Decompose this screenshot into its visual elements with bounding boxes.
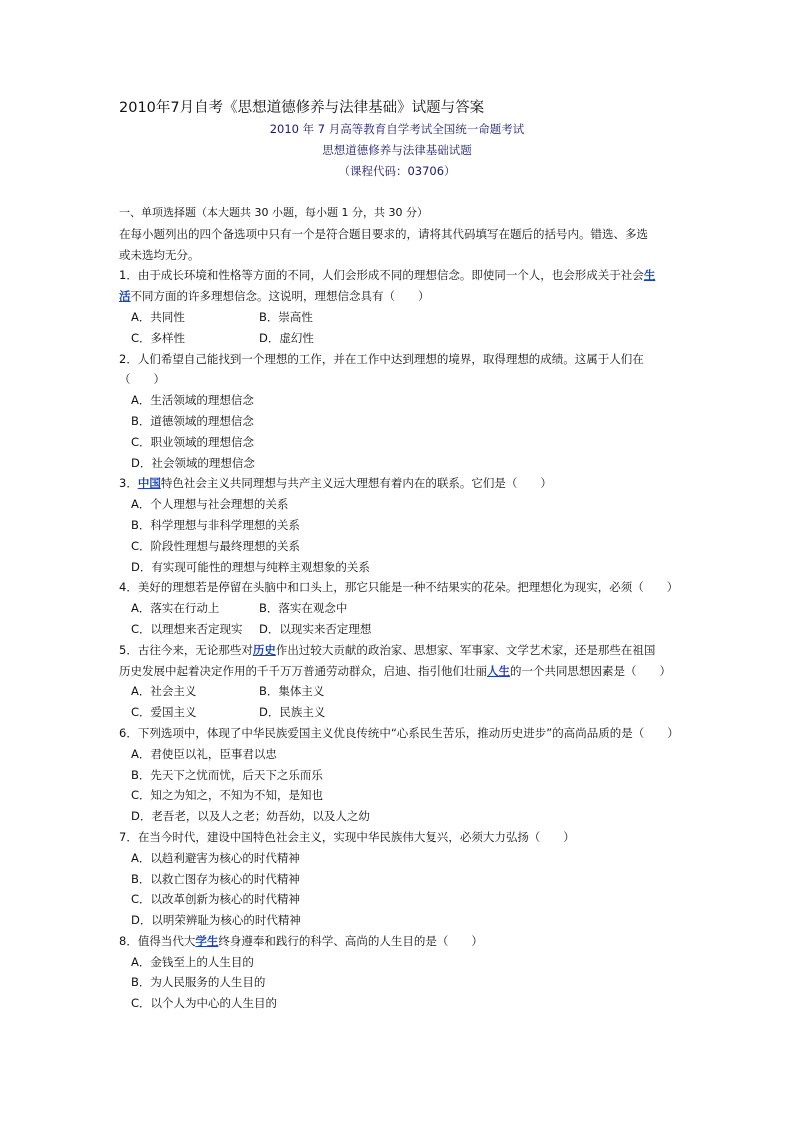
option-c: C．以理想来否定现实 [131,621,243,636]
question-text: 历史发展中起着决定作用的千千万万普通劳动群众，启迪、指引他们壮丽 [119,663,487,678]
option-row [119,619,679,640]
paper-name: 思想道德修养与法律基础试题 [322,143,472,157]
question-text: 特色社会主义共同理想与共产主义远大理想有着内在的联系。它们是（ ） [160,476,552,491]
option-d: D．社会领域的理想信念 [131,455,255,470]
option-c: C．知之为知之，不知为不知，是知也 [131,788,324,803]
option-b: B．落实在观念中 [259,601,348,616]
question-7: 7．在当今时代，建设中国特色社会主义，实现中华民族伟大复兴，必须大力弘扬（ ） [119,829,575,844]
option-d: D．民族主义 [259,705,326,720]
option-d: D．以现实来否定理想 [259,621,372,636]
option-row [119,307,679,328]
option-a: A．生活领域的理想信念 [131,393,254,408]
instruction-line: 或未选均无分。 [119,247,200,262]
option-row [119,598,679,619]
option-c: C．阶段性理想与最终理想的关系 [131,538,301,553]
question-6: 6．下列选项中，体现了中华民族爱国主义优良传统中“心系民生苦乐，推动历史进步”的高尚品质的是（ ） [119,725,679,740]
link-student[interactable]: 学生 [195,933,219,948]
question-text: 终身遵奉和践行的科学、高尚的人生目的是（ ） [218,933,483,948]
course-code: （课程代码：03706） [338,164,456,178]
link-history[interactable]: 历史 [252,642,276,657]
option-a: A．个人理想与社会理想的关系 [131,497,289,512]
question-text: 作出过较大贡献的政治家、思想家、军事家、文学艺术家，还是那些在祖国 [275,642,656,657]
question-2-cont: （ ） [119,372,165,387]
link-life[interactable]: 人生 [487,663,510,678]
question-text: 不同方面的许多理想信念。这说明，理想信念具有（ ） [130,289,430,304]
question-1 [119,265,679,286]
option-a: A．君使臣以礼，臣事君以忠 [131,746,277,761]
question-number: 3． [119,476,138,491]
option-d: D．有实现可能性的理想与纯粹主观想象的关系 [131,559,370,574]
exam-name: 2010 年 7 月高等教育自学考试全国统一命题考试 [269,122,525,136]
link-life[interactable]: 活 [119,289,131,304]
option-a: A．金钱至上的人生目的 [131,954,254,969]
option-b: B．科学理想与非科学理想的关系 [131,517,300,532]
question-body [119,203,679,1014]
option-row [119,681,679,702]
option-c: C．以个人为中心的人生目的 [131,996,278,1011]
option-b: B．为人民服务的人生目的 [131,975,266,990]
option-c: C．多样性 [131,330,186,345]
question-text: 8．值得当代大 [119,933,196,948]
option-row [119,328,679,349]
question-4: 4．美好的理想若是停留在头脑中和口头上，那它只能是一种不结果实的花朵。把理想化为现实，必须（ ） [119,580,679,595]
option-c: C．爱国主义 [131,705,197,720]
question-5-cont [119,661,679,682]
instruction-line: 在每小题列出的四个备选项中只有一个是符合题目要求的，请将其代码填写在题后的括号内。错选、多选 [119,226,648,241]
option-a: A．以趋利避害为核心的时代精神 [131,850,300,865]
link-life[interactable]: 生 [643,268,656,283]
option-a: A．共同性 [131,309,185,324]
question-text: 的一个共同思想因素是（ ） [510,663,671,678]
document-title: 2010年7月自考《思想道德修养与法律基础》试题与答案 [119,100,485,116]
option-row [119,702,679,723]
option-d: D．虚幻性 [259,330,314,345]
option-b: B．以救亡图存为核心的时代精神 [131,871,300,886]
question-5 [119,640,679,661]
question-2: 2．人们希望自己能找到一个理想的工作，并在工作中达到理想的境界，取得理想的成绩。这属于人们在 [119,351,644,366]
option-d: D．老吾老，以及人之老；幼吾幼，以及人之幼 [131,809,370,824]
link-china[interactable]: 中国 [137,476,161,491]
option-a: A．社会主义 [131,684,197,699]
option-b: B．道德领域的理想信念 [131,413,254,428]
section-heading: 一、单项选择题（本大题共 30 小题，每小题 1 分，共 30 分） [119,206,428,219]
option-b: B．集体主义 [259,684,325,699]
question-1-cont [119,286,679,307]
question-3 [119,473,679,494]
option-c: C．职业领域的理想信念 [131,434,255,449]
question-text: 1．由于成长环境和性格等方面的不同，人们会形成不同的理想信念。即使同一个人，也会形成关于社会 [119,268,644,283]
option-c: C．以改革创新为核心的时代精神 [131,892,301,907]
option-b: B．先天下之忧而忧，后天下之乐而乐 [131,767,323,782]
option-d: D．以明荣辨耻为核心的时代精神 [131,913,301,928]
question-text: 5．古往今来，无论那些对 [119,642,253,657]
option-a: A．落实在行动上 [131,601,220,616]
question-8 [119,931,679,952]
option-b: B．崇高性 [259,309,313,324]
